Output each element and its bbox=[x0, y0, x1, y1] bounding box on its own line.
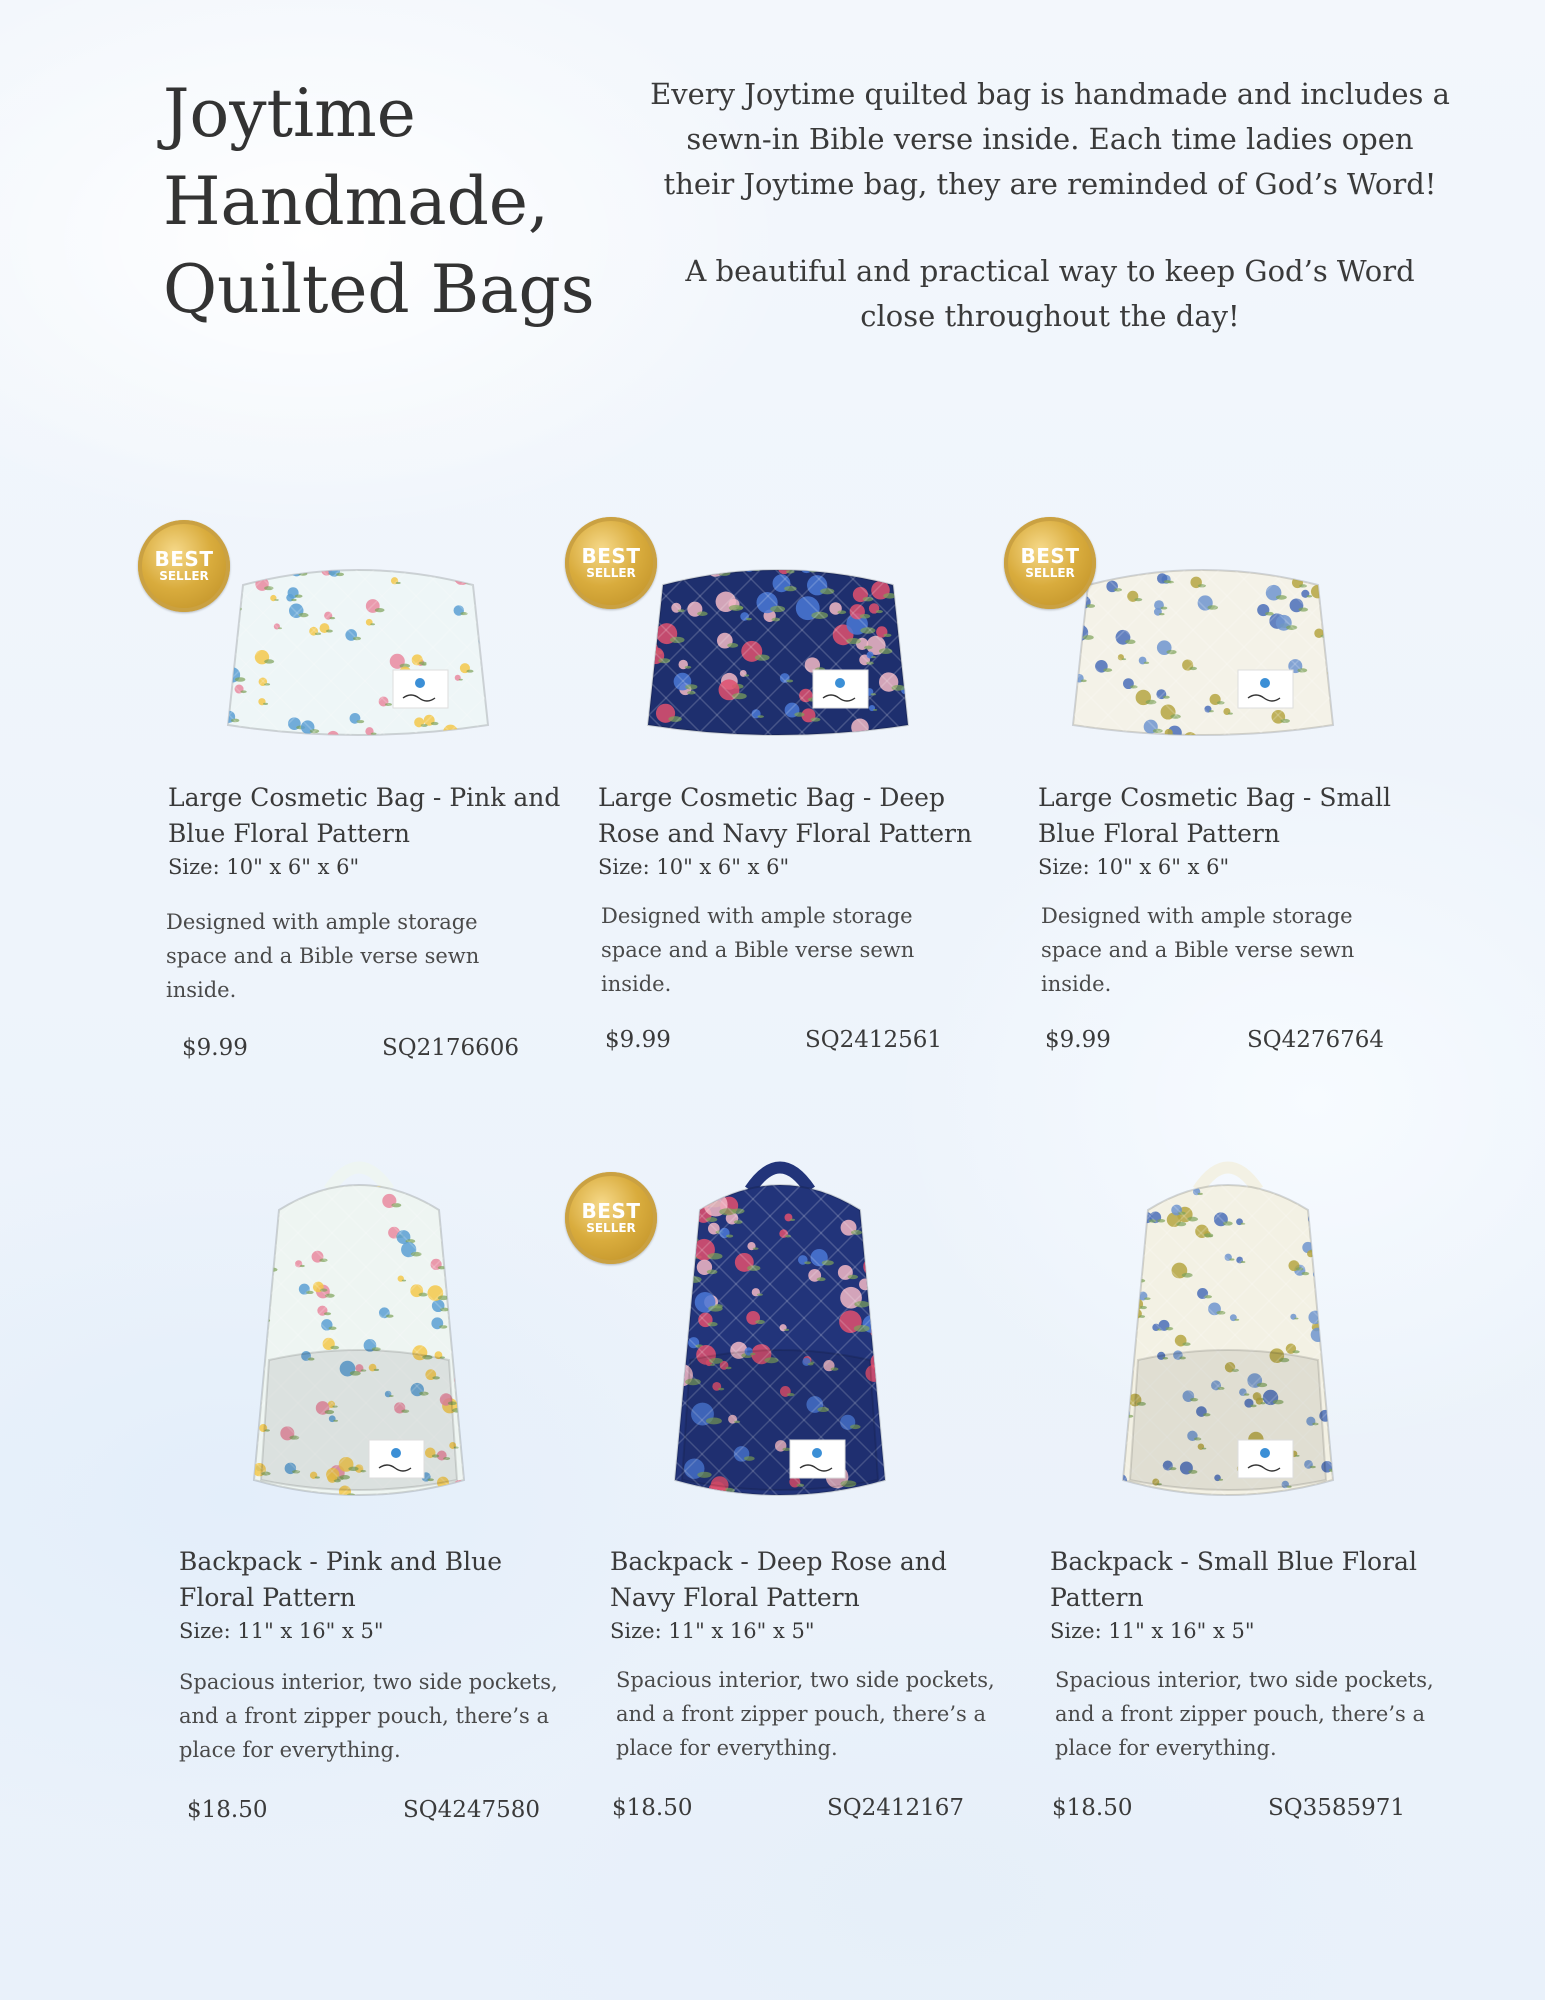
product-sku: SQ3585971 bbox=[1268, 1795, 1406, 1821]
product-price: $9.99 bbox=[182, 1035, 248, 1061]
best-seller-badge: BEST SELLER bbox=[565, 1172, 657, 1264]
product-price: $9.99 bbox=[605, 1027, 671, 1053]
product-size: Size: 11" x 16" x 5" bbox=[179, 1619, 384, 1643]
product-description: Spacious interior, two side pockets, and a front zipper pouch, there’s a place for everything. bbox=[1055, 1668, 1434, 1760]
product-sku: SQ4276764 bbox=[1247, 1027, 1385, 1053]
product-photo-cosmetic-bag bbox=[1053, 530, 1353, 750]
title-line-3: Quilted Bags bbox=[163, 251, 595, 328]
product-photo-backpack bbox=[630, 1150, 930, 1520]
product-size: Size: 10" x 6" x 6" bbox=[1038, 855, 1230, 879]
product-photo-cosmetic-bag bbox=[208, 530, 508, 750]
best-seller-badge: BEST SELLER bbox=[565, 517, 657, 609]
brand-label bbox=[1238, 670, 1293, 708]
best-seller-badge: BEST SELLER bbox=[138, 520, 230, 612]
front-pouch bbox=[1130, 1350, 1326, 1490]
intro-paragraph-2: A beautiful and practical way to keep God’s Word close throughout the day! bbox=[685, 254, 1415, 333]
intro-text bbox=[650, 72, 1450, 339]
product-name: Backpack - Small Blue Floral Pattern bbox=[1050, 1547, 1417, 1612]
brand-label bbox=[813, 670, 868, 708]
product-price: $18.50 bbox=[612, 1795, 693, 1821]
front-pouch bbox=[261, 1350, 457, 1490]
product-description: Spacious interior, two side pockets, and a front zipper pouch, there’s a place for everything. bbox=[179, 1670, 558, 1762]
product-name: Large Cosmetic Bag - Small Blue Floral Pattern bbox=[1038, 783, 1392, 848]
title-line-2: Handmade, bbox=[163, 163, 549, 240]
product-price: $18.50 bbox=[1052, 1795, 1133, 1821]
page-title bbox=[163, 70, 603, 334]
best-seller-badge: BEST SELLER bbox=[1004, 517, 1096, 609]
product-photo-backpack bbox=[1078, 1150, 1378, 1520]
front-pouch bbox=[682, 1350, 878, 1490]
product-name: Backpack - Deep Rose and Navy Floral Pattern bbox=[610, 1547, 947, 1612]
brand-label bbox=[393, 670, 448, 708]
product-price: $18.50 bbox=[187, 1797, 268, 1823]
product-description: Spacious interior, two side pockets, and a front zipper pouch, there’s a place for everything. bbox=[616, 1668, 995, 1760]
product-name: Large Cosmetic Bag - Deep Rose and Navy Floral Pattern bbox=[598, 783, 973, 848]
product-photo-cosmetic-bag bbox=[628, 530, 928, 750]
product-sku: SQ2412561 bbox=[805, 1027, 943, 1053]
product-price: $9.99 bbox=[1045, 1027, 1111, 1053]
product-photo-backpack bbox=[209, 1150, 509, 1520]
brand-label bbox=[790, 1440, 845, 1478]
product-sku: SQ2176606 bbox=[382, 1035, 520, 1061]
product-description: Designed with ample storage space and a Bible verse sewn inside. bbox=[601, 904, 915, 996]
brand-label bbox=[369, 1440, 424, 1478]
product-size: Size: 10" x 6" x 6" bbox=[168, 855, 360, 879]
product-description: Designed with ample storage space and a Bible verse sewn inside. bbox=[166, 910, 480, 1002]
product-size: Size: 11" x 16" x 5" bbox=[610, 1619, 815, 1643]
product-sku: SQ4247580 bbox=[403, 1797, 541, 1823]
title-line-1: Joytime bbox=[163, 75, 416, 152]
product-sku: SQ2412167 bbox=[827, 1795, 965, 1821]
intro-paragraph-1: Every Joytime quilted bag is handmade and includes a sewn-in Bible verse inside. Each time ladies open their Joytime bag, they are reminded of God’s Word! bbox=[650, 77, 1450, 201]
product-size: Size: 10" x 6" x 6" bbox=[598, 855, 790, 879]
product-description: Designed with ample storage space and a Bible verse sewn inside. bbox=[1041, 904, 1355, 996]
product-name: Backpack - Pink and Blue Floral Pattern bbox=[179, 1547, 503, 1612]
product-name: Large Cosmetic Bag - Pink and Blue Floral Pattern bbox=[168, 783, 561, 848]
brand-label bbox=[1238, 1440, 1293, 1478]
product-size: Size: 11" x 16" x 5" bbox=[1050, 1619, 1255, 1643]
